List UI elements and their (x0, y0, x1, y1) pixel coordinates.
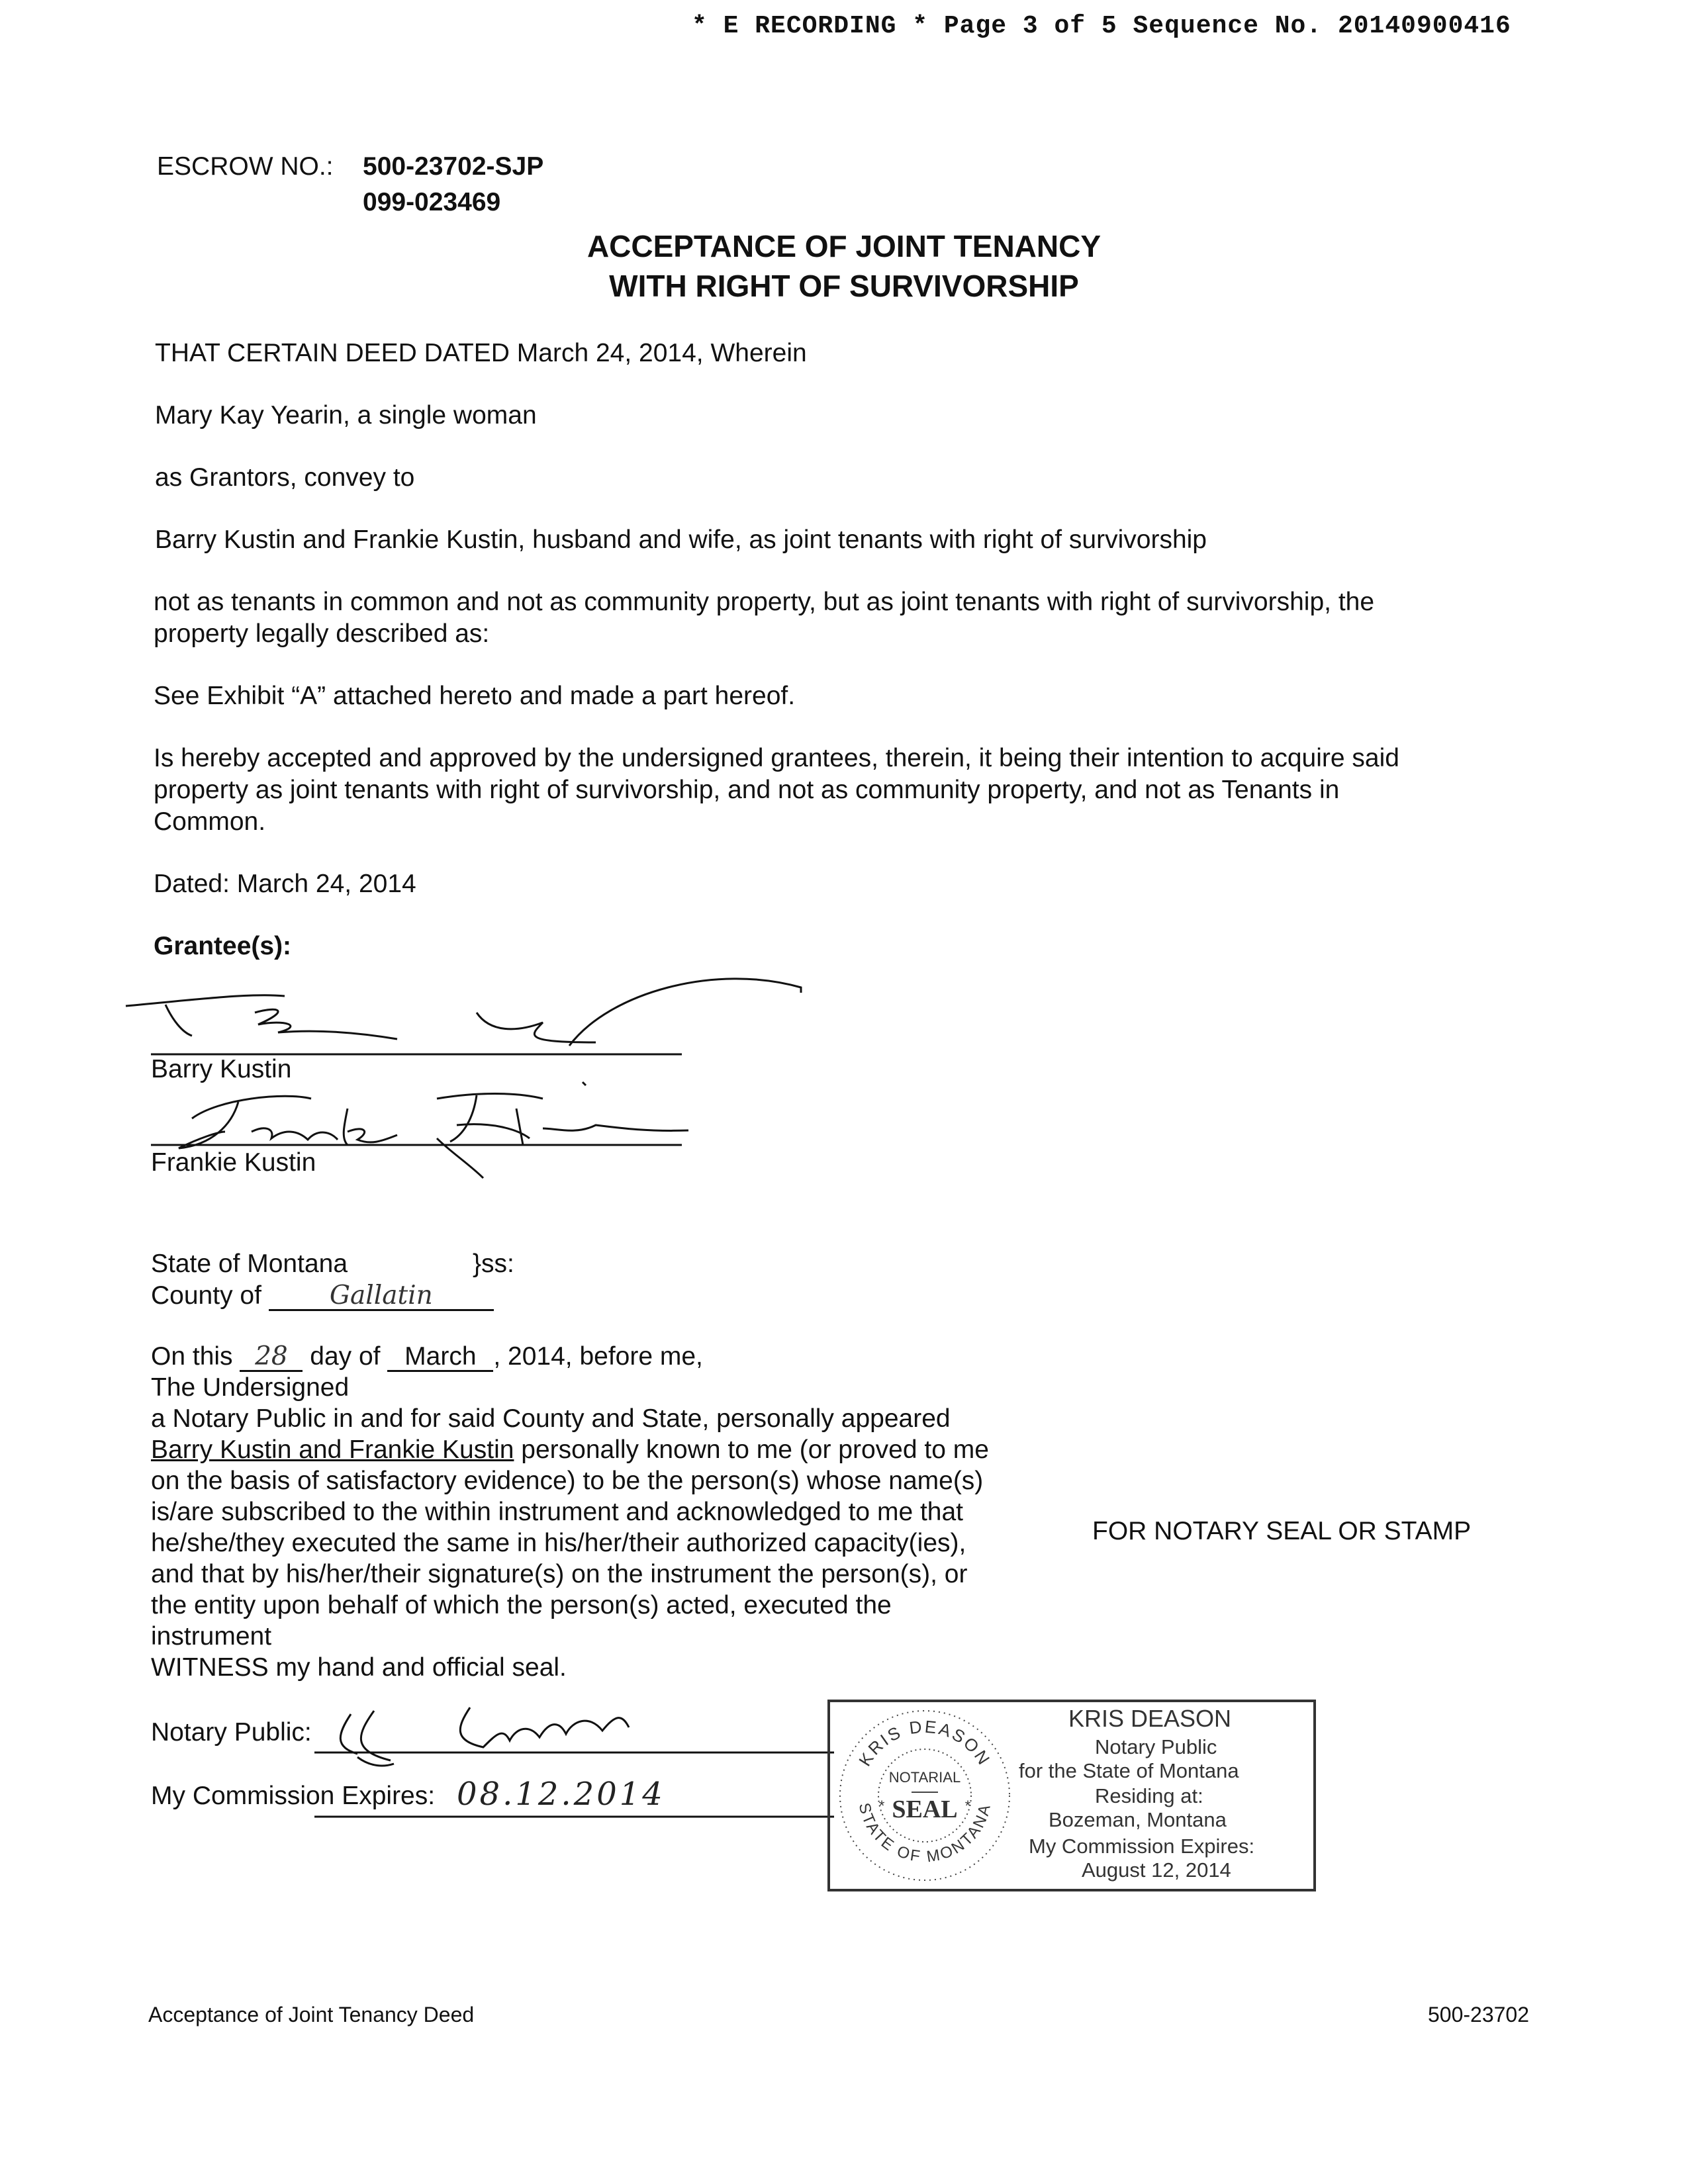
venue-state: State of Montana (151, 1250, 348, 1278)
grantees-heading: Grantee(s): (154, 932, 292, 960)
seal-ring-bottom: STATE OF MONTANA (855, 1801, 995, 1866)
commission-expires-label: My Commission Expires: (151, 1782, 436, 1810)
ack-line-1: a Notary Public in and for said County and State, personally appeared (151, 1404, 951, 1433)
ack-line-5: he/she/they executed the same in his/her/their authorized capacity(ies), (151, 1529, 966, 1557)
grantee-name-barry: Barry Kustin (151, 1055, 292, 1083)
recording-header: * E RECORDING * Page 3 of 5 Sequence No. 20140900416 (692, 12, 1511, 40)
dated-line: Dated: March 24, 2014 (154, 870, 416, 898)
ack-line-6: and that by his/her/their signature(s) on the instrument the person(s), or (151, 1560, 968, 1588)
document-title-line2: WITH RIGHT OF SURVIVORSHIP (609, 269, 1079, 303)
document-title-line1: ACCEPTANCE OF JOINT TENANCY (586, 229, 1102, 263)
ack-line-8: instrument (151, 1622, 272, 1651)
ack-line-2-rest: personally known to me (or proved to me (514, 1435, 989, 1464)
ack-opening-line (151, 1341, 703, 1372)
seal-ring-top: KRIS DEASON (855, 1716, 995, 1770)
notary-stamp (827, 1700, 1316, 1891)
escrow-number-2: 099-023469 (363, 188, 501, 216)
ack-line-7: the entity upon behalf of which the person(s) acted, executed the (151, 1591, 892, 1619)
ack-month-value: March (387, 1343, 493, 1372)
grantees-paragraph: Barry Kustin and Frankie Kustin, husband and wife, as joint tenants with right of survivorship (155, 525, 1207, 554)
ack-line-2 (151, 1434, 989, 1465)
day-of-label: day of (310, 1342, 381, 1371)
acceptance-paragraph-line3: Common. (154, 807, 266, 836)
deed-date-paragraph: THAT CERTAIN DEED DATED March 24, 2014, Wherein (155, 339, 807, 367)
stamp-residing: Residing at: (1095, 1784, 1203, 1807)
svg-text:KRIS DEASON (855, 1717, 995, 1770)
acceptance-paragraph-line1: Is hereby accepted and approved by the undersigned grantees, therein, it being their intention to acquire said (154, 744, 1399, 772)
tenancy-paragraph-line2: property legally described as: (154, 619, 490, 648)
seal-seal-text: SEAL (892, 1796, 958, 1823)
ack-line-4: is/are subscribed to the within instrument and acknowledged to me that (151, 1498, 964, 1526)
acceptance-paragraph-line2: property as joint tenants with right of survivorship, and not as community property, and not as Tenants in (154, 776, 1340, 804)
grantor-name: Mary Kay Yearin, a single woman (155, 401, 537, 430)
stamp-title: Notary Public (1095, 1735, 1217, 1758)
svg-text:*: * (878, 1797, 885, 1814)
stamp-name: KRIS DEASON (1068, 1705, 1232, 1732)
stamp-city: Bozeman, Montana (1049, 1808, 1227, 1831)
county-label: County of (151, 1281, 261, 1310)
grantee-name-frankie: Frankie Kustin (151, 1148, 316, 1177)
ack-witness: WITNESS my hand and official seal. (151, 1653, 567, 1682)
escrow-label: ESCROW NO.: (157, 152, 334, 181)
svg-text:*: * (964, 1797, 971, 1814)
stamp-expires-date: August 12, 2014 (1082, 1858, 1231, 1882)
venue-ss: }ss: (473, 1250, 514, 1278)
exhibit-paragraph: See Exhibit “A” attached hereto and made a part hereof. (154, 682, 796, 710)
footer-document-name: Acceptance of Joint Tenancy Deed (148, 2003, 475, 2026)
footer-file-number: 500-23702 (1427, 2003, 1529, 2026)
ack-day-value: 28 (240, 1343, 303, 1372)
notary-public-label: Notary Public: (151, 1718, 312, 1747)
tenancy-paragraph-line1: not as tenants in common and not as community property, but as joint tenants with right of survivorship, the (154, 588, 1375, 616)
seal-notarial: NOTARIAL (888, 1769, 961, 1786)
notary-seal-icon (835, 1706, 1014, 1885)
grantors-convey: as Grantors, convey to (155, 463, 415, 492)
stamp-for-state: for the State of Montana (1019, 1759, 1239, 1782)
ack-appeared-names: Barry Kustin and Frankie Kustin (151, 1435, 514, 1464)
seal-placeholder: FOR NOTARY SEAL OR STAMP (1092, 1517, 1472, 1545)
stamp-expires: My Commission Expires: (1029, 1835, 1255, 1858)
ack-line-3: on the basis of satisfactory evidence) to be the person(s) whose name(s) (151, 1467, 984, 1495)
commission-expires-value: 08.12.2014 (457, 1776, 665, 1813)
on-this-label: On this (151, 1342, 233, 1371)
escrow-number-1: 500-23702-SJP (363, 152, 544, 181)
ack-undersigned: The Undersigned (151, 1373, 350, 1402)
county-value: Gallatin (269, 1283, 494, 1311)
venue-county-line (151, 1280, 494, 1311)
ack-year-text: , 2014, before me, (493, 1342, 703, 1371)
